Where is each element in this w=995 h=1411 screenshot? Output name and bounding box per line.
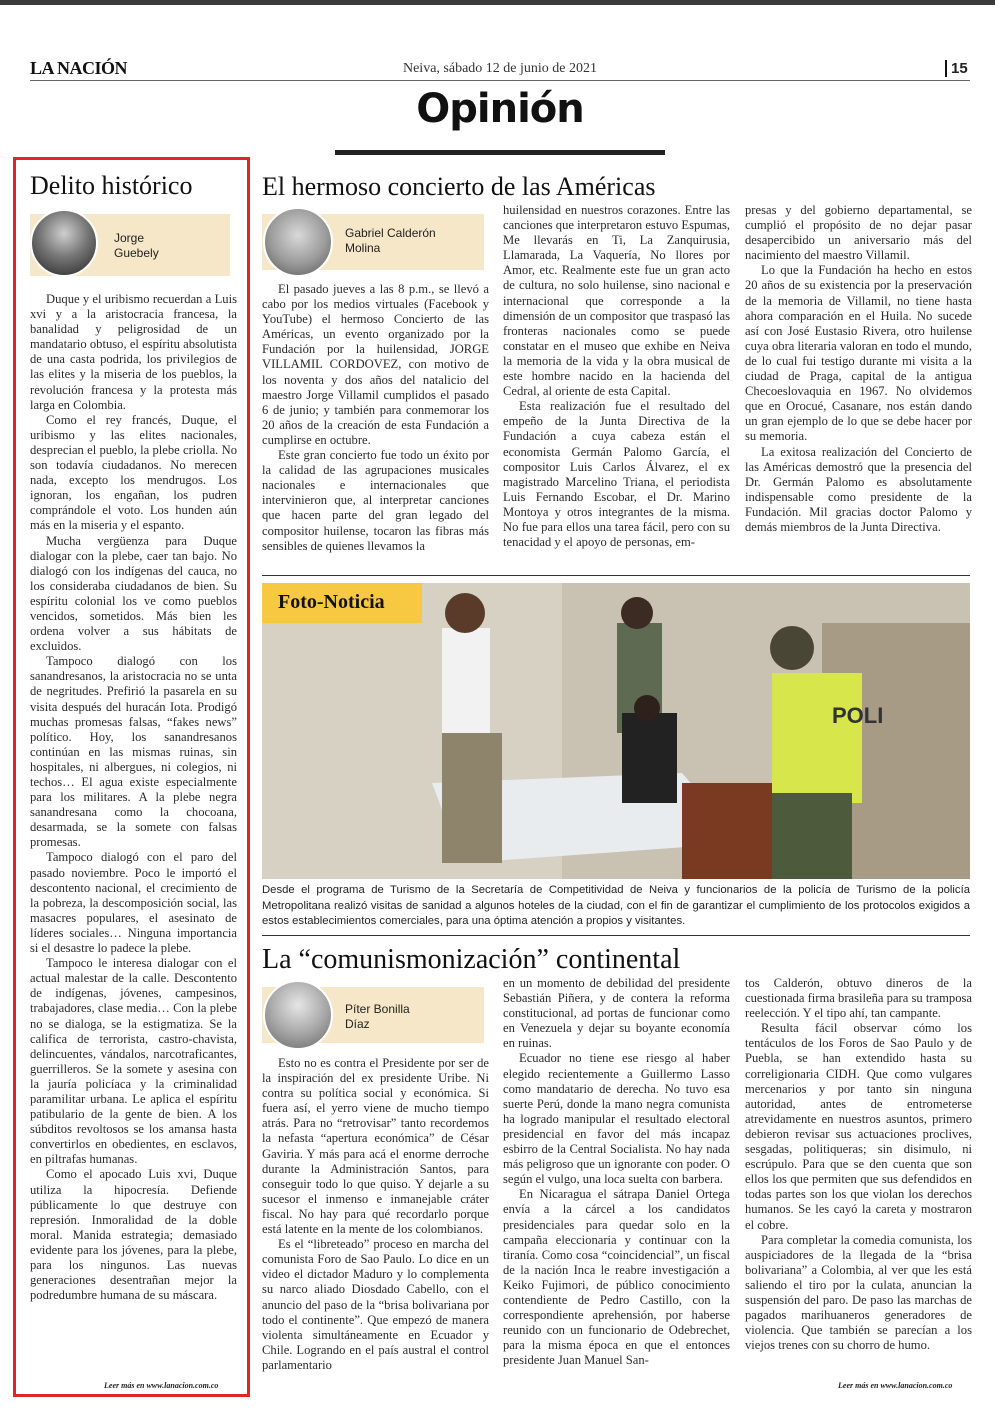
- vest-text: POLI: [832, 703, 884, 728]
- author-last-name: Díaz: [345, 1017, 370, 1031]
- author-name-bonilla: [345, 1002, 410, 1032]
- author-first-name: Jorge: [114, 231, 145, 245]
- article-body-delito: [30, 292, 237, 1377]
- paragraph: tos Calderón, obtuvo dineros de la cuestionada firma brasileña para su tramposa reelección. Y el tipo ahí, tan campante.: [745, 976, 972, 1021]
- paragraph: Esta realización fue el resultado del empeño de la Junta Directiva de la Fundación a cuya cabeza están el economista Germán Palomo García, el compositor Luis Carlos Álvarez, el ex magistrado Marcelino Triana, el periodista Luis Fernando Escobar, el Dr. Marino Montoya y otros integrantes de la misma. No fue para ellos una tarea fácil, pero con su tenacidad y el apoyo de personas, em-: [503, 399, 730, 550]
- section-underline: [335, 150, 665, 155]
- read-more-link[interactable]: Leer más en www.lanacion.com.co: [838, 1381, 953, 1390]
- article-title-concierto: El hermoso concierto de las Américas: [262, 172, 656, 201]
- news-photo: [262, 583, 970, 879]
- author-last-name: Molina: [345, 241, 381, 255]
- paragraph: huilensidad en nuestros corazones. Entre las canciones que interpretaron estuvo Espumas, Me llevarás en Ti, La Zanquirusia, Llamarada, La Vaquería, No llores por Amor, etc. Realmente este fue un gran acto de cultura, no solo huilense, sino nacional e internacional que corresponde a la dimensión de un compositor que traspasó las fronteras nacionales como se puede constatar en el museo que exhibe en Neiva la memoria de la vida y la obra musical de este hombre nacido en la hacienda del Cedral, al oriente de esta Capital.: [503, 203, 730, 399]
- article-col2-comunismonizacion: [503, 976, 730, 1394]
- paragraph: En Nicaragua el sátrapa Daniel Ortega envía a la cárcel a los candidatos presidenciales para quedar solo en la campaña eleccionaria y continuar con la tiranía. Como cosa “coincidencial”, un fiscal de la nación Inca le reabre investigación a Keiko Fujimori, de público conocimiento contendiente de Pedro Castillo, con la correspondiente aprehensión, por haberse reunido con un funcionario de Odebrechet, para la misma época en que el entonces presidente Juan Manuel San-: [503, 1187, 730, 1368]
- photo-news-tag: Foto-Noticia: [262, 583, 422, 623]
- paragraph: Duque y el uribismo recuerdan a Luis xvi y a la aristocracia francesa, la banalidad y peligrosidad de un mandatario obtuso, el espíritu absolutista de una casta podrida, los privilegios de las elites y la miseria de los pueblos, la revolución francesa y la protesta más larga en Colombia.: [30, 292, 237, 412]
- paragraph: Es el “libreteado” proceso en marcha del comunista Foro de Sao Paulo. Lo dice en un video el dictador Maduro y lo complementa su narco aliado Diosdado Cabello, con el anuncio del paso de la “brisa bolivariana por todo el continente”. Que empezó de manera violenta simultáneamente en Ecuador y Chile. Logrando en el país austral el control parlamentario: [262, 1237, 489, 1372]
- section-title: Opinión: [416, 86, 584, 132]
- article-title-comunismonizacion: La “comunismonización” continental: [262, 944, 681, 975]
- paragraph: Tampoco dialogó con los sanandresanos, la aristocracia no se unta de negritudes. Prefirió la pasarela en su visita después del huracán Iota. Prodigó muchas promesas falsas, “fakes news” político. Hoy, los sanandresanos continúan en las mismas ruinas, sin hospitales, ni albergues, ni colegios, ni techos… El agua existe especialmente para los militares. A la plebe negra sanandresana como la chocoana, desarmada, se la somete con falsas promesas.: [30, 654, 237, 850]
- paragraph: Tampoco dialogó con el paro del pasado noviembre. Poco le importó el descontento nacional, el crecimiento de la pobreza, la descomposición social, las masacres populares, el asesinato de líderes sociales… Ninguna importancia si el desastre lo padece la plebe.: [30, 850, 237, 956]
- article-col2-concierto: [503, 203, 730, 570]
- top-border: [0, 0, 995, 5]
- article-col1-comunismonizacion: [262, 1056, 489, 1394]
- paragraph: Resulta fácil observar cómo los tentáculos de los Foros de Sao Paulo y de Puebla, se han extendido hasta su correligionaria CIDH. Que como vulgares mercenarios y por tanto sin ninguna autoridad, antes de entrometerse atrevidamente en nuestros asuntos, primero debieron revisar sus actuaciones proclives, sesgadas, politiqueras; sin disimulo, ni escrúpulo. Para que se den cuenta que son ellos los que permiten que sus defendidos en todas partes son los que violan los derechos humanos. Se les cayó la careta y mostraron el cobre.: [745, 1021, 972, 1232]
- author-last-name: Guebely: [114, 246, 159, 260]
- paragraph: Tampoco le interesa dialogar con el actual malestar de la calle. Descontento de indígenas, jóvenes, campesinos, trabajadores, clase media… Con la plebe no se dialoga, se la estigmatiza. Se la califica de terrorista, castro-chavista, delincuentes, vándalos, narcotraficantes, guerrilleros. Se la somete y asesina con la jauría policíaca y la criminalidad paramilitar urbana. Le aplica el espíritu patibulario de la gente de bien. A los súbditos revoltosos se los amansa hasta convertirlos en obedientes, en esclavos, en piltrafas humanas.: [30, 956, 237, 1167]
- photo-caption: Desde el programa de Turismo de la Secretaría de Competitividad de Neiva y funcionarios de la policía de Turismo de la policía Metropolitana realizó visitas de sanidad a algunos hoteles de la ciudad, con el fin de garantizar el cumplimiento de los protocolos exigidos a estos establecimientos comerciales, para una óptima atención a propios y visitantes.: [262, 884, 970, 928]
- paragraph: Lo que la Fundación ha hecho en estos 20 años de su existencia por la preservación de la memoria de Villamil, no tiene hasta ahora comparación en el Huila. No sucede así con José Eustasio Rivera, otro huilense cuya obra literaria valoran en todo el mundo, de lo cual fui testigo durante mi visita a la ciudad de Praga, capital de la antigua Checoeslovaquia en 1967. No olvidemos que en Orocué, Casanare, nos están dando un gran ejemplo de lo que se debe hacer por su memoria.: [745, 263, 972, 444]
- masthead-rule: [30, 80, 970, 81]
- author-name-guebely: [114, 231, 159, 261]
- divider: [262, 935, 970, 936]
- author-photo-bonilla: [263, 980, 333, 1050]
- divider: [262, 575, 970, 576]
- paragraph: Mucha vergüenza para Duque dialogar con la plebe, caer tan bajo. No dialogó con los indígenas del cauca, no los consideraba ciudadanos de bien. Su espíritu colonial los ve como pueblos vencidos, sometidos. Más bien les ordena volver a sus hábitats de excluidos.: [30, 533, 237, 654]
- paragraph: Este gran concierto fue todo un éxito por la calidad de las agrupaciones musicales nacionales e internacionales que intervinieron que, al interpretar canciones que hacen parte del gran legado del compositor huilense, tocaron las fibras más sensibles de quienes llevamos la: [262, 448, 489, 553]
- author-first-name: Gabriel Calderón: [345, 226, 436, 240]
- article-col3-comunismonizacion: [745, 976, 972, 1376]
- paragraph: Ecuador no tiene ese riesgo al haber elegido recientemente a Guillermo Lasso como mandatario de derecha. No tuvo esa suerte Perú, donde la mano negra comunista ha logrado manipular el resultado electoral presidencial en favor del más incapaz esbirro de la Central Socialista. No hay nada más peligroso que un ignorante con poder. O según el vulgo, una loca suelta con barbera.: [503, 1051, 730, 1187]
- read-more-link[interactable]: Leer más en www.lanacion.com.co: [104, 1381, 219, 1390]
- paragraph: Como el rey francés, Duque, el uribismo y las elites nacionales, desprecian el pueblo, la plebe criolla. No son todavía ciudadanos. No merecen nada, excepto los mendrugos. Los ignoran, los engañan, los pudren comprándole el voto. Los hunden aún más en la miseria y el espanto.: [30, 412, 237, 533]
- paragraph: en un momento de debilidad del presidente Sebastián Piñera, y de contera la reforma constitucional, ad portas de funcionar como en Venezuela y dejar su boyante economía en ruinas.: [503, 976, 730, 1051]
- page-number: 15: [945, 60, 968, 77]
- paragraph: Para completar la comedia comunista, los auspiciadores de la llegada de la “brisa bolivariana” a Colombia, al ver que les está saliendo el tiro por la culata, anuncian la suspensión del paro. De paso las marchas de pagados marihuaneros generadores de violencia. Que también se parecían a los viejos trenes con su chorro de humo.: [745, 1232, 972, 1353]
- article-title-delito: Delito histórico: [30, 171, 193, 200]
- article-col3-concierto: [745, 203, 972, 570]
- author-first-name: Píter Bonilla: [345, 1002, 410, 1016]
- paragraph: presas y del gobierno departamental, se cumplió el propósito de no dejar pasar desapercibido un aniversario más del nacimiento del maestro Villamil.: [745, 203, 972, 263]
- author-photo-calderon: [263, 207, 333, 277]
- paragraph: Esto no es contra el Presidente por ser de la inspiración del ex presidente Uribe. Ni contra su política social y económica. Si fuera así, el yerro viene de mucho tiempo atrás. Para no “retrovisar” tanto recordemos la nefasta “apertura económica” de César Gaviria. Y más para acá el enorme derroche durante la Administración Santos, para conseguir todo lo que quiso. Y dejarle a su sucesor el inmenso e inmanejable cráter fiscal. No hay para qué recordarlo porque está latente en la mente de los colombianos.: [262, 1056, 489, 1237]
- article-col1-concierto: [262, 282, 489, 570]
- paragraph: La exitosa realización del Concierto de las Américas demostró que la presencia del Dr. Germán Palomo es absolutamente indispensable como presidente de la Fundación. Mil gracias doctor Palomo y demás miembros de la Junta Directiva.: [745, 444, 972, 534]
- author-name-calderon: [345, 226, 436, 256]
- author-photo-guebely: [30, 209, 98, 277]
- paragraph: Como el apocado Luis xvi, Duque utiliza la hipocresía. Defiende públicamente lo que destruye con represión. Inmoralidad de la doble moral. Manida estrategia; demasiado evidente para los jóvenes, para la plebe, para los ningunos. Las nuevas generaciones desentrañan mejor la podredumbre humana de su máscara.: [30, 1167, 237, 1303]
- paragraph: El pasado jueves a las 8 p.m., se llevó a cabo por los medios virtuales (Facebook y YouTube) el hermoso Concierto de las Américas, un evento organizado por la Fundación por la huilensidad, JORGE VILLAMIL CORDOVEZ, con motivo de los noventa y dos años del natalicio del maestro Jorge Villamil cumplidos el pasado 6 de junio; y también para conmemorar los 20 años de la creación de esta Fundación a cumplirse en octubre.: [262, 282, 489, 447]
- photo-illustration: [262, 583, 970, 879]
- edition-date: Neiva, sábado 12 de junio de 2021: [402, 61, 597, 76]
- newspaper-logo: LA NACIÓN: [30, 58, 128, 78]
